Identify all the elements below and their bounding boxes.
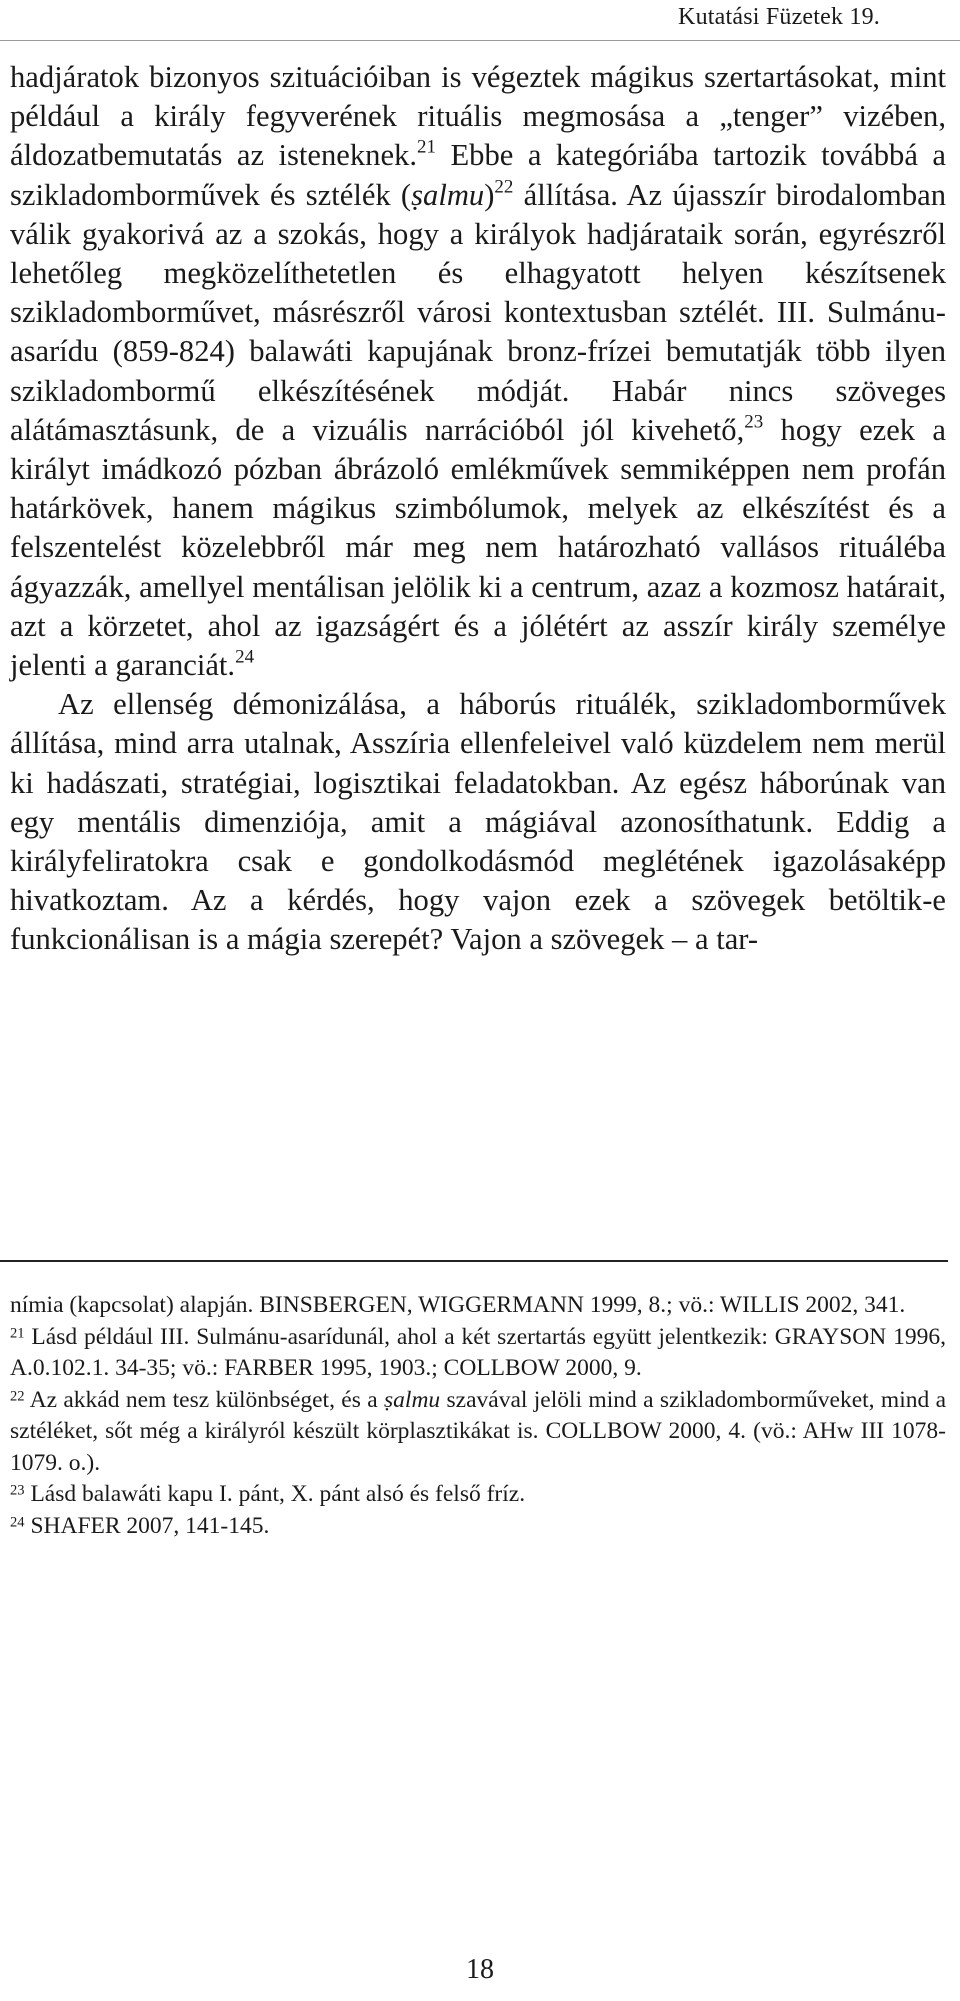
paragraph-2 [10, 685, 946, 959]
text-run: Ebbe a kategóriába tartozik továbbá a szikladomborművek és sztélék ( [10, 138, 946, 212]
text-run: hadjáratok bizonyos szituációiban is végeztek mágikus szertartásokat, mint például a király fegyverének rituális megmosása a „tenger” vizében, áldozatbemutatás az isteneknek. [10, 60, 946, 173]
footnote-24 [10, 1511, 946, 1543]
footnote-ref: 23 [10, 1482, 25, 1499]
text-run: hogy ezek a királyt imádkozó pózban ábrázoló emlékművek semmiképpen nem profán határkövek, hanem mágikus szimbólumok, melyek az elkészítést és a felszentelést közelebbről már meg nem határozható vallásos rituáléba ágyazzák, amellyel mentálisan jelölik ki a centrum, azaz a kozmosz határait, azt a körzetet, ahol az igazságért és a jólétért az asszír király személye jelenti a garanciát. [10, 412, 947, 683]
paragraph-1 [10, 58, 946, 685]
italic-term: ṣalmu [384, 1386, 441, 1413]
footnote-22 [10, 1385, 946, 1480]
text-run: Lásd balawáti kapu I. pánt, X. pánt alsó és felső fríz. [24, 1481, 526, 1507]
main-text [10, 58, 946, 960]
italic-term: ṣalmu [411, 177, 485, 212]
footnote-21 [10, 1322, 946, 1385]
footnote-ref: 24 [235, 646, 255, 668]
text-run: Az ellenség démonizálása, a háborús rituálék, szikladomborművek állítása, mind arra utalnak, Asszíria ellenfeleivel való küzdelem nem merül ki hadászati, stratégiai, logisztikai feladatokban. Az egész háborúnak van egy mentális dimenziója, amit a mágiával azonosíthatunk. Eddig a királyfeliratokra csak e gondolkodásmód meglétének igazolásaképp hivatkoztam. Az a kérdés, hogy vajon ezek a szövegek betöltik-e funkcionálisan is a mágia szerepét? Vajon a szövegek – a tar- [10, 687, 946, 957]
text-run: nímia (kapcsolat) alapján. BINSBERGEN, WIGGERMANN 1999, 8.; vö.: WILLIS 2002, 341. [10, 1292, 906, 1318]
text-run: SHAFER 2007, 141-145. [24, 1512, 270, 1539]
text-run: állítása. Az újasszír birodalomban válik gyakorivá az a szokás, hogy a királyok hadjárataik során, egyrészről lehetőleg megközelíthetetlen és elhagyatott helyen készítsenek szikladomborművet, másrészről városi kontextusban sztélét. III. Sulmánu-asarídu (859-824) balawáti kapujának bronz-frízei bemutatják több ilyen szikladombormű elkészítésének módját. Habár nincs szöveges alátámasztásunk, de a vizuális narrációból jól kivehető, [10, 177, 946, 447]
text-run: Lásd például III. Sulmánu-asarídunál, ahol a két szertartás együtt jelentkezik: GRAYSON 1996, A.0.102.1. 34-35; vö.: FARBER 1995, 1903.; COLLBOW 2000, 9. [10, 1323, 946, 1381]
footnotes [10, 1290, 946, 1542]
page-number: 18 [466, 1954, 494, 1985]
footnote-ref: 21 [417, 137, 436, 159]
footnote-ref: 23 [744, 411, 764, 433]
footnote-continuation [10, 1290, 946, 1322]
footnote-23 [10, 1479, 946, 1511]
footnote-separator [0, 1260, 948, 1262]
header-rule [0, 40, 960, 41]
text-run: Az akkád nem tesz különbséget, és a [24, 1386, 385, 1413]
footnote-ref: 22 [10, 1387, 25, 1404]
footnote-ref: 22 [494, 176, 514, 198]
text-run: ) [484, 177, 495, 212]
footnote-ref: 21 [10, 1324, 25, 1341]
text-run: szavával jelöli mind a szikladomborműveket, mind a sztéléket, sőt még a királyról készült körplasztikákat is. COLLBOW 2000, 4. (vö.: AHw III 1078-1079. o.). [10, 1386, 946, 1476]
footnote-ref: 24 [10, 1513, 25, 1530]
running-header: Kutatási Füzetek 19. [678, 4, 880, 30]
